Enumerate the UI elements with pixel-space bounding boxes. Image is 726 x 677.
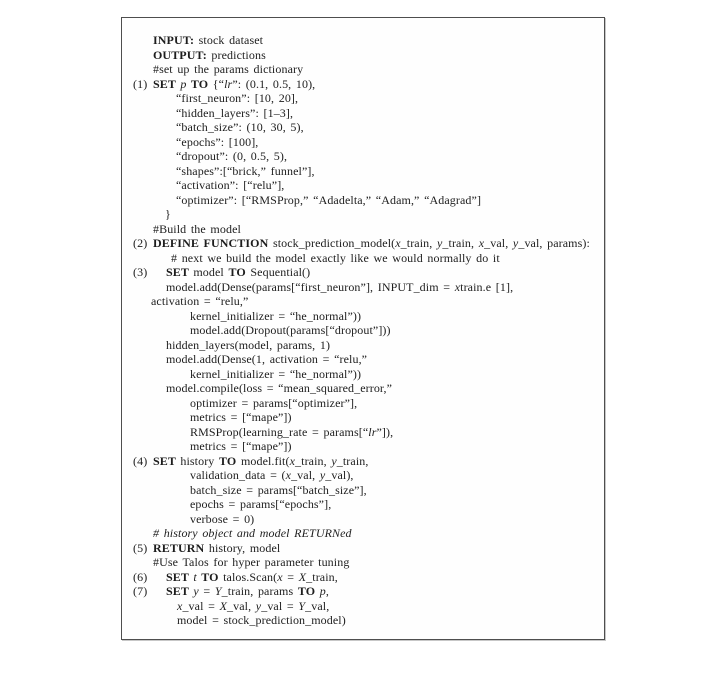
line-number: (1) <box>133 76 148 91</box>
code-text: activation = “relu,” <box>151 294 249 308</box>
code-line <box>133 33 598 48</box>
code-line <box>133 352 598 367</box>
code-line <box>133 483 598 498</box>
code-line <box>133 251 598 266</box>
code-line <box>133 338 598 353</box>
code-text: DEFINE FUNCTION stock_prediction_model(x_train, y_train, x_val, y_val, params): <box>153 236 590 250</box>
code-text: SET model TO Sequential() <box>166 265 311 279</box>
code-line <box>133 120 598 135</box>
code-line <box>133 410 598 425</box>
code-text: hidden_layers(model, params, 1) <box>166 337 331 352</box>
code-text: epochs = params[“epochs”], <box>190 497 332 511</box>
line-number: (2) <box>133 236 148 250</box>
code-text: #Build the model <box>153 221 241 236</box>
code-text: #set up the params dictionary <box>153 62 304 76</box>
code-text: SET p TO {“lr”: (0.1, 0.5, 10), <box>153 76 316 91</box>
code-text: “first_neuron”: [10, 20], <box>176 91 299 105</box>
code-text: validation_data = (x_val, y_val), <box>190 468 354 482</box>
code-text: # next we build the model exactly like we would normally do it <box>171 250 500 265</box>
code-line <box>133 396 598 411</box>
code-line <box>133 77 598 92</box>
code-text: SET history TO model.fit(x_train, y_train, <box>153 453 369 468</box>
code-text: } <box>165 207 171 221</box>
code-text: #Use Talos for hyper parameter tuning <box>153 555 350 569</box>
code-line <box>133 91 598 106</box>
code-line <box>133 613 598 628</box>
code-line <box>133 193 598 208</box>
code-line <box>133 135 598 150</box>
code-text: “hidden_layers”: [1–3], <box>176 105 294 120</box>
code-line <box>133 294 598 309</box>
algorithm-box <box>121 17 605 640</box>
code-line <box>133 555 598 570</box>
code-line <box>133 106 598 121</box>
code-text: x_val = X_val, y_val = Y_val, <box>177 598 330 613</box>
code-text: RETURN history, model <box>153 540 281 555</box>
code-line <box>133 149 598 164</box>
code-line <box>133 178 598 193</box>
code-line <box>133 381 598 396</box>
code-line <box>133 309 598 324</box>
line-number: (5) <box>133 540 148 555</box>
code-text: kernel_initializer = “he_normal”)) <box>190 308 362 323</box>
code-line <box>133 584 598 599</box>
code-line <box>133 570 598 585</box>
code-line <box>133 497 598 512</box>
code-text: OUTPUT: predictions <box>153 47 266 62</box>
code-text: “optimizer”: [“RMSProp,” “Adadelta,” “Adam,” “Adagrad”] <box>176 192 482 207</box>
code-line <box>133 541 598 556</box>
algorithm-lines <box>133 33 598 628</box>
code-line <box>133 207 598 222</box>
code-text: “activation”: [“relu”], <box>176 178 285 192</box>
code-text: “dropout”: (0, 0.5, 5), <box>176 149 288 163</box>
code-text: model.add(Dense(params[“first_neuron”], INPUT_dim = xtrain.e [1], <box>166 279 514 294</box>
line-number: (4) <box>133 453 148 468</box>
code-text: verbose = 0) <box>190 511 255 526</box>
code-line <box>133 526 598 541</box>
code-text: “batch_size”: (10, 30, 5), <box>176 120 304 134</box>
code-text: kernel_initializer = “he_normal”)) <box>190 366 362 381</box>
line-number: (3) <box>133 265 148 279</box>
line-number: (7) <box>133 584 148 598</box>
code-text: model.add(Dropout(params[“dropout”])) <box>190 323 391 337</box>
code-text: INPUT: stock dataset <box>153 33 264 47</box>
code-line <box>133 265 598 280</box>
code-line <box>133 236 598 251</box>
code-line <box>133 512 598 527</box>
code-text: model = stock_prediction_model) <box>177 613 346 627</box>
code-text: batch_size = params[“batch_size”], <box>190 482 367 497</box>
code-text: RMSProp(learning_rate = params[“lr”]), <box>190 424 394 439</box>
code-line <box>133 425 598 440</box>
code-text: metrics = [“mape”]) <box>190 439 292 453</box>
code-line <box>133 599 598 614</box>
code-line <box>133 62 598 77</box>
code-text: SET y = Y_train, params TO p, <box>166 584 329 598</box>
code-text: model.compile(loss = “mean_squared_error,” <box>166 381 393 395</box>
code-text: # history object and model RETURNed <box>153 526 352 540</box>
code-line <box>133 48 598 63</box>
code-line <box>133 439 598 454</box>
code-line <box>133 323 598 338</box>
code-line <box>133 367 598 382</box>
code-text: “shapes”:[“brick,” funnel”], <box>176 163 315 178</box>
code-text: optimizer = params[“optimizer”], <box>190 395 358 410</box>
code-text: model.add(Dense(1, activation = “relu,” <box>166 352 368 366</box>
code-line <box>133 164 598 179</box>
code-text: SET t TO talos.Scan(x = X_train, <box>166 569 338 584</box>
code-line <box>133 454 598 469</box>
code-line <box>133 280 598 295</box>
line-number: (6) <box>133 569 148 584</box>
code-line <box>133 468 598 483</box>
code-line <box>133 222 598 237</box>
code-text: metrics = [“mape”]) <box>190 410 292 424</box>
code-text: “epochs”: [100], <box>176 134 259 149</box>
